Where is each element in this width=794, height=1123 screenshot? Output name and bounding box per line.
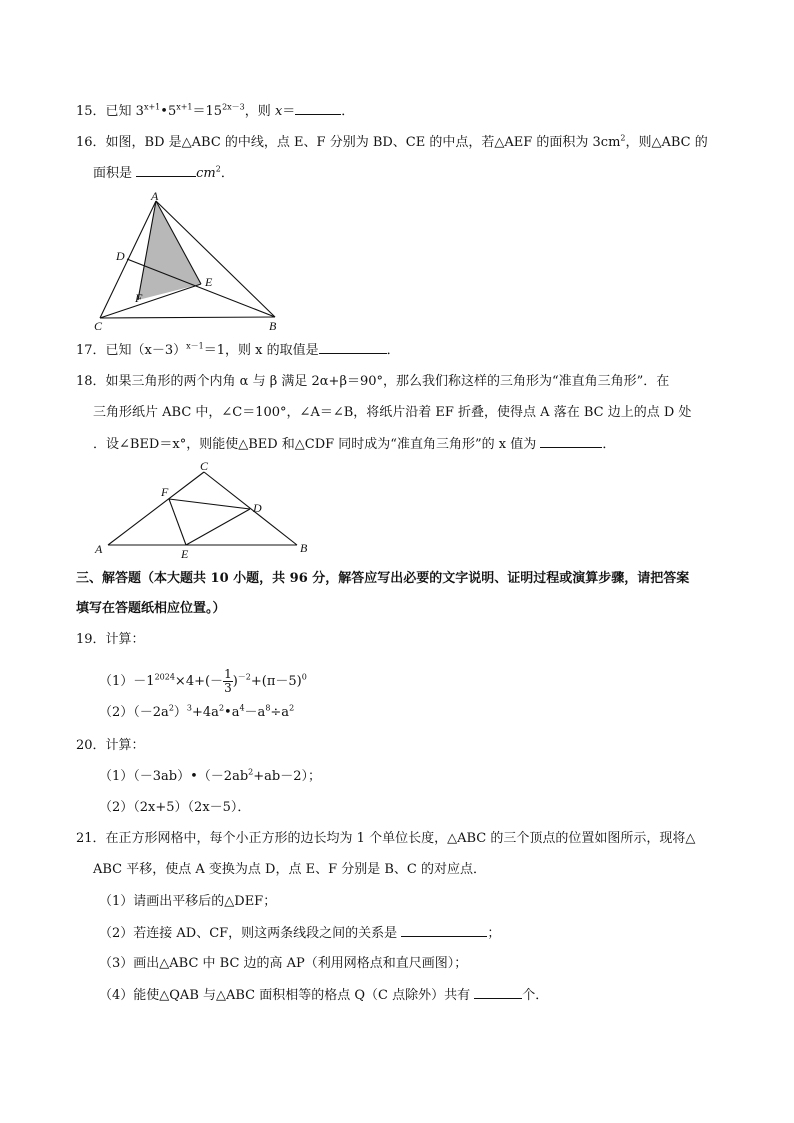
label-c: C (94, 319, 103, 333)
question-21-line2: ABC 平移，使点 A 变换为点 D，点 E、F 分别是 B、C 的对应点． (93, 862, 487, 877)
question-21-sub2: （2）若连接 AD、CF，则这两条线段之间的关系是 ； (99, 926, 501, 941)
question-16-line2: 面积是 $cm^2$． (93, 164, 234, 181)
answer-blank-21-2[interactable] (401, 924, 487, 937)
label-b: B (300, 541, 308, 555)
figure-18 (90, 458, 320, 564)
question-21-sub3: （3）画出△ABC 中 BC 边的高 AP（利用网格点和直尺画图）； (99, 956, 468, 971)
section-heading: 三、解答题（本大题共 10 小题，共 96 分，解答应写出必要的文字说明、证明过程或演算步骤，请把答案 (76, 571, 690, 586)
segment-fe (169, 499, 186, 545)
question-15: 15．已知 $3^{x+1}•5^{x+1}=15^{2x-3}$，则 x＝ ． (76, 102, 355, 119)
segment-ed (186, 509, 250, 545)
fraction-one-third: $\frac{1}{3}$ (224, 667, 232, 695)
label-e: E (205, 275, 213, 289)
question-21-sub1: （1）请画出平移后的△DEF； (99, 894, 277, 909)
question-20-part2: （2）（2x+5）（2x－5）． (99, 800, 251, 815)
label-a: A (151, 189, 159, 203)
segment-fd (169, 499, 250, 509)
label-d: D (253, 501, 262, 515)
segment-cb (100, 317, 275, 318)
segment-ac (108, 472, 204, 545)
question-19: 19．计算： (76, 632, 145, 647)
label-f: F (135, 291, 143, 305)
label-d: D (116, 249, 125, 263)
question-16: 16．如图，BD 是△ABC 的中线，点 E、F 分别为 BD、CE 的中点，若△AEF 的面积为 $3cm^2$，则△ABC 的 (76, 133, 708, 150)
answer-blank-17[interactable] (319, 341, 387, 354)
section-heading-line2: 填写在答题纸相应位置。） (76, 601, 226, 616)
label-e: E (181, 547, 189, 561)
question-18-line2: 三角形纸片 ABC 中，∠C＝100°，∠A＝∠B，将纸片沿着 EF 折叠，使得点 A 落在 BC 边上的点 D 处 (93, 405, 692, 420)
label-c: C (200, 459, 209, 473)
question-18-line3: ．设∠BED＝x°，则能使△BED 和△CDF 同时成为“准直角三角形”的 x 值为 ． (93, 437, 616, 452)
question-19-part1: $(1)-1^{2024}\times 4+(-$ $\frac{1}{3}$ )$^{-2}+(\pi-5)^0$ (99, 667, 307, 695)
answer-blank-15[interactable] (295, 102, 341, 115)
figure-16 (90, 190, 290, 332)
answer-blank-18[interactable] (540, 435, 602, 448)
question-19-part2: $(2)(-2a^2)^3+4a^2•a^4-a^8\div a^2$ (99, 703, 295, 720)
answer-blank-16[interactable] (136, 164, 196, 177)
label-f: F (161, 485, 169, 499)
label-a: A (95, 542, 103, 556)
answer-blank-21-4[interactable] (474, 986, 522, 999)
label-b: B (269, 319, 277, 333)
question-18: 18．如果三角形的两个内角 α 与 β 满足 2α+β＝90°，那么我们称这样的三角形为“准直角三角形”．在 (76, 374, 670, 389)
question-21: 21．在正方形网格中，每个小正方形的边长均为 1 个单位长度，△ABC 的三个顶点的位置如图所示，现将△ (76, 831, 696, 846)
question-17: 17．已知$(x-3)^{x-1}=1$，则 x 的取值是 ． (76, 341, 400, 358)
question-21-sub4: （4）能使△QAB 与△ABC 面积相等的格点 Q（C 点除外）共有 个． (99, 988, 549, 1003)
segment-cb (204, 472, 297, 545)
question-20-part1: $(1)(-3ab)•(-2ab^2+ab-2)$； (99, 767, 321, 784)
question-20: 20．计算： (76, 738, 145, 753)
